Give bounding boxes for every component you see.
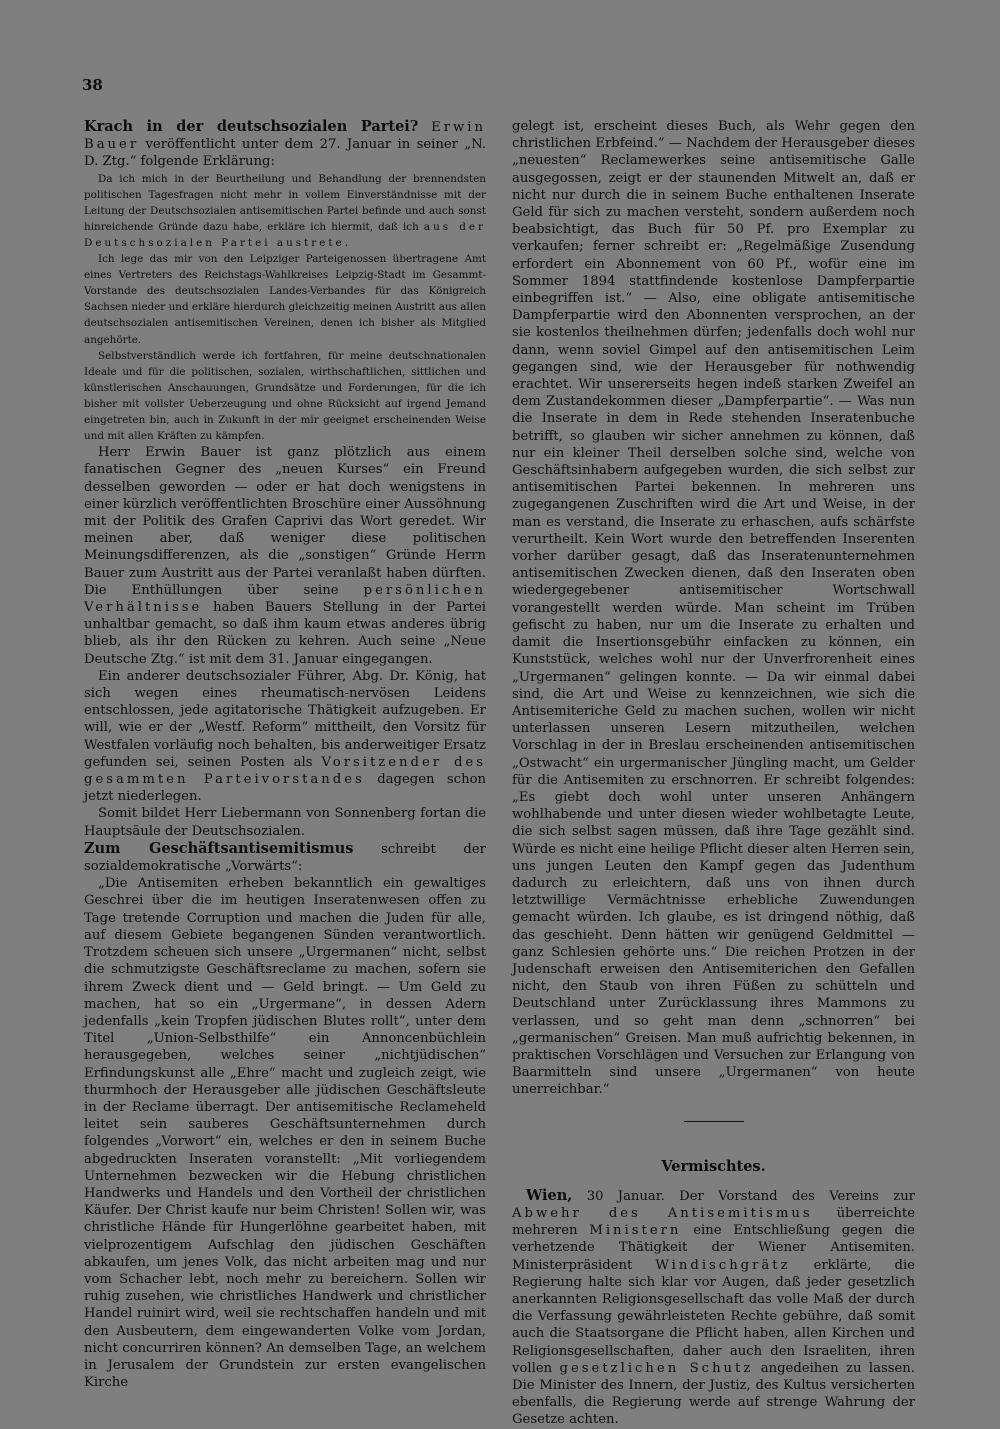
wien-emphasis-3: Windischgrätz xyxy=(655,1257,791,1273)
koenig-paragraph xyxy=(84,668,486,806)
wien-text-e: angedeihen zu lassen. Die Minister des Innern, der Justiz, des Kultus versicherten ebenfalls, die Regierung werde auf strenge Wahrung der Gesetze achten. xyxy=(512,1360,915,1428)
krach-paragraph xyxy=(84,118,486,171)
wien-emphasis-1: Abwehr des Antisemitismus xyxy=(512,1205,813,1221)
geschaefts-heading: Zum Geschäftsantisemitismus xyxy=(84,839,354,857)
wien-lead: Wien, xyxy=(526,1186,573,1204)
left-column xyxy=(84,118,486,1391)
statement-paragraph-2: Ich lege das mir von den Leipziger Parteigenossen übertragene Amt eines Vertreters des Reichstags-Wahlkreises Leipzig-Stadt im Gesammt-Vorstande des deutschsozialen Landes-Verbandes für das Königreich Sachsen nieder und erkläre hierdurch gleichzeitig meinen Austritt aus allen deutschsozialen antisemitischen Vereinen, denen ich bisher als Mitglied angehörte. xyxy=(84,253,486,346)
statement-paragraph-1 xyxy=(84,171,486,251)
wien-emphasis-2: Ministern xyxy=(589,1223,682,1239)
bauer-text-a: Herr Erwin Bauer ist ganz plötzlich aus einem fanatischen Gegner des „neuen Kurses“ ein Freund desselben geworden — oder er hat doch wenigstens in einer kürzlich veröffentlichten Broschüre einer Aussöhnung mit der Politik des Grafen Caprivi das Wort geredet. Wir meinen aber, daß weniger diese politischen Meinungsdifferenzen, als die „sonstigen“ Gründe Herrn Bauer zum Austritt aus der Partei veranlaßt haben dürften. Die Enthüllungen über seine xyxy=(84,445,486,598)
krach-intro-name: Erwin Bauer xyxy=(84,120,486,153)
liebermann-paragraph: Somit bildet Herr Liebermann von Sonnenberg fortan die Hauptsäule der Deutschsozialen. xyxy=(84,806,486,839)
section-title: Vermischtes. xyxy=(661,1157,766,1175)
koenig-emphasis: Vorsitzender des gesammten Parteivorstandes xyxy=(84,754,486,788)
wien-paragraph xyxy=(512,1187,915,1429)
continuation-paragraph: gelegt ist, erscheint dieses Buch, als Wehr gegen den christlichen Erbfeind.“ — Nachdem der Herausgeber dieses „neuesten“ Reclamewerkes seine antisemitische Galle ausgegossen, zeigt er der staunenden Mitwelt an, daß er nicht nur durch die in seinem Buche enthaltenen Inserate Geld für sich zu machen versteht, sondern außerdem noch beabsichtigt, das Buch für 50 Pf. pro Exemplar zu verkaufen; ferner schreibt er: „Regelmäßige Zusendung erfordert ein Abonnement von 60 Pf., wofür eine im Sommer 1894 stattfindende kostenlose Dampferpartie einbegriffen ist.“ — Also, eine obligate antisemitische Dampferpartie wird den Abonnenten versprochen, an der sie kostenlos theilnehmen dürfen; jedenfalls doch wohl nur dann, wenn soviel Gimpel auf den antisemitischen Leim gegangen sind, wie der Herausgeber für nothwendig erachtet. Wir unsererseits hegen indeß starken Zweifel an dem Zustandekommen dieser „Dampferpartie“. — Was nun die Inserate in dem in Rede stehenden Inseratenbuche betrifft, so glauben wir sicher annehmen zu können, daß nur ein kleiner Theil derselben solche sind, welche von Geschäftsinhabern aufgegeben wurden, die sich selbst zur antisemitischen Partei bekennen. In mehreren uns zugegangenen Zuschriften wird die Art und Weise, in der man es verstand, die Inserate zu erhaschen, aufs schärfste verurtheilt. Kein Wort wurde den betreffenden Inserenten vorher darüber gesagt, daß das Inseratenunternehmen antisemitischen Zwecken dienen, daß den Inseraten oben wiedergegebener antisemitischer Wortschwall vorangestellt werden würde. Man scheint im Trüben gefischt zu haben, nur um die Inserate zu erhalten und damit die Insertionsgebühr einfacken zu können, ein Kunststück, welches wohl nur der Unverfrorenheit eines „Urgermanen“ gelingen konnte. — Da wir einmal dabei sind, die Art und Weise zu kennzeichnen, wie sich die Antisemiteriche Geld zu machen suchen, wollen wir nicht unterlassen unseren Lesern mitzutheilen, welchen Vorschlag in der in Breslau erscheinenden antisemitischen „Ostwacht“ ein urgermanischer Jüngling macht, um Gelder für die Antisemiten zu erschnorren. Er schreibt folgendes: „Es giebt doch wohl unter unseren Anhängern wohlhabende und unter diesen wieder wohlbetagte Leute, die sich selbst sagen müssen, daß ihre Tage gezählt sind. Würde es nicht eine heilige Pflicht dieser alten Herren sein, uns jungen Leuten den Kampf gegen das Judenthum dadurch zu erleichtern, daß uns von ihnen durch letztwillige Vermächtnisse erhebliche Zuwendungen gemacht würden. Ich glaube, es ist dringend nöthig, daß das geschieht. Denn hätten wir genügend Geldmittel — ganz Schlesien gehörte uns.“ Die reichen Protzen in der Judenschaft erweisen den Antisemiterichen den Gefallen nicht, den Staub von ihren Füßen zu schütteln und Deutschland unter Zurücklassung ihres Mammons zu verlassen, und so geht man denn „schnorren“ bei „germanischen“ Greisen. Man muß aufrichtig bekennen, in praktischen Vorschlägen und Versuchen zur Erlangung von Baarmitteln sind unsere „Urgermanen“ von heute unerreichbar.“ xyxy=(512,119,915,1098)
statement-paragraph-3: Selbstverständlich werde ich fortfahren, für meine deutschnationalen Ideale und für die politischen, sozialen, wirthschaftlichen, sittlichen und künstlerischen Anschauungen, Grundsätze und Forderungen, für die ich bisher mit vollster Ueberzeugung und ohne Rücksicht auf irgend Jemand eingetreten bin, auch in Zukunft in der mir geeignet erscheinenden Weise und mit allen Kräften zu kämpfen. xyxy=(84,349,486,443)
bauer-paragraph xyxy=(84,444,486,668)
bauer-text-b: haben Bauers Stellung in der Partei unhaltbar gemacht, so daß ihm kaum etwas anderes übrig blieb, als ihr den Rücken zu kehren. Auch seine „Neue Deutsche Ztg.“ ist mit dem 31. Januar eingegangen. xyxy=(84,600,486,667)
koenig-text-a: Ein anderer deutschsozialer Führer, Abg. Dr. König, hat sich wegen eines rheumatisch-nervösen Leidens entschlossen, jede agitatorische Thätigkeit aufzugeben. Er will, wie er der „Westf. Reform“ mittheilt, den Vorsitz für Westfalen vorläufig noch behalten, bis anderweitiger Ersatz gefunden sei, seinen Posten als xyxy=(84,668,486,770)
koenig-text-b: dagegen schon jetzt niederlegen. xyxy=(84,772,486,805)
statement-text: Da ich mich in der Beurtheilung und Behandlung der brennendsten politischen Tagesfragen nicht mehr in vollem Einverständnisse mit der Leitung der Deutschsozialen antisemitischen Partei befinde und auch sonst hinreichende Gründe dazu habe, erkläre ich hiermit, daß ich xyxy=(84,172,486,233)
krach-heading: Krach in der deutschsozialen Partei? xyxy=(84,118,419,135)
geschaefts-intro: schreibt der sozialdemokratische „Vorwärts“: xyxy=(84,841,486,875)
geschaefts-paragraph xyxy=(84,840,486,875)
wien-text-c: eine Entschließung gegen die verhetzende Thätigkeit der Wiener Antisemiten. Ministerpräsident xyxy=(512,1223,915,1273)
right-column xyxy=(512,118,915,1429)
statement-emphasis: aus der Deutschsozialen Partei austrete. xyxy=(84,220,487,249)
wien-text-b: überreichte mehreren xyxy=(512,1205,915,1239)
krach-intro-rest: veröffentlicht unter dem 27. Januar in seiner „N. D. Ztg.“ folgende Erklärung: xyxy=(84,137,486,170)
page-number: 38 xyxy=(82,76,103,94)
quote-paragraph: „Die Antisemiten erheben bekanntlich ein gewaltiges Geschrei über die im heutigen Inseratenwesen offen zu Tage tretende Corruption und machen die Juden für alle, auf diesem Gebiete begangenen Sünden verantwortlich. Trotzdem scheuen sich unsere „Urgermanen“ nicht, selbst die schmutzigste Geschäftsreclame zu machen, sofern sie ihrem Zweck dient und — Geld bringt. — Um Geld zu machen, hat so ein „Urgermane“, in dessen Adern jedenfalls „kein Tropfen jüdischen Blutes rollt“, unter dem Titel „Union-Selbsthilfe“ ein Annoncenbüchlein herausgegeben, welches seiner „nichtjüdischen“ Erfindungskunst alle „Ehre“ macht und zugleich zeigt, wie thurmhoch der Herausgeber alle jüdischen Geschäftsleute in der Reclame überragt. Der antisemitische Reclameheld leitet sein sauberes Geschäftsunternehmen durch folgendes „Vorwort“ ein, welches er den in seinem Buche abgedruckten Inseraten voranstellt: „Mit vorliegendem Unternehmen bezwecken wir die Hebung christlichen Handwerks und Handels und den Vortheil der christlichen Käufer. Der Christ kaufe nur beim Christen! Sollen wir, was christliche Hände für Hungerlöhne gearbeitet haben, mit vielprozentigem Aufschlag den jüdischen Geschäften abkaufen, um jenes Volk, das nicht arbeiten mag und nur vom Schacher lebt, noch mehr zu bereichern. Sollen wir ruhig zusehen, wie christliches Handwerk und christlicher Handel ruinirt wird, weil sie rechtschaffen handeln und mit den Ausbeutern, dem eingewanderten Volke vom Jordan, nicht concurriren können? An demselben Tage, an welchem in Jerusalem der Grundstein zur ersten evangelischen Kirche xyxy=(84,876,486,1391)
section-divider xyxy=(684,1121,744,1122)
wien-text-d: erklärte, die Regierung halte sich klar vor Augen, daß jeder gesetzlich anerkannten Religionsgesellschaft das volle Maß der durch die Verfassung gewährleisteten Rechte gebühre, daß somit auch die Staatsorgane die Pflicht haben, allen Kirchen und Religionsgesellschaften, daher auch den Israeliten, ihren vollen xyxy=(512,1257,915,1376)
bauer-emphasis: persönlichen Verhältnisse xyxy=(84,582,486,616)
wien-text-a: 30 Januar. Der Vorstand des Vereins zur xyxy=(586,1188,915,1204)
wien-emphasis-4: gesetzlichen Schutz xyxy=(559,1360,754,1376)
